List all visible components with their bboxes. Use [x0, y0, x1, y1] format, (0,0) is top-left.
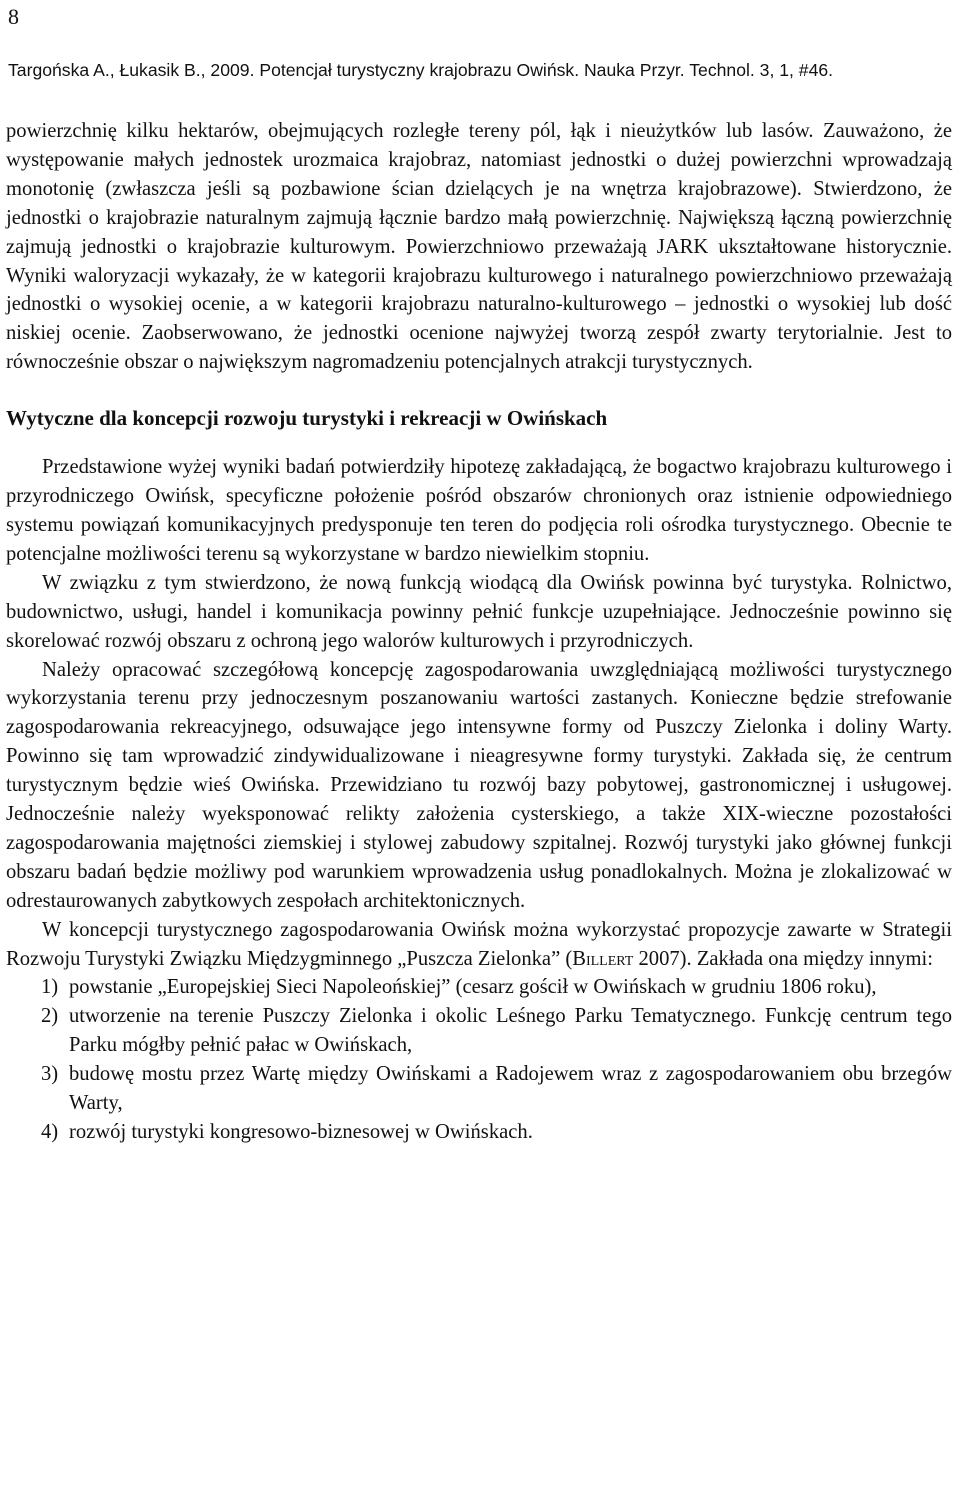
running-citation: Targońska A., Łukasik B., 2009. Potencjał turystyczny krajobrazu Owińsk. Nauka Przyr. Technol. 3, 1, #46.	[8, 60, 834, 80]
list-item-text: rozwój turystyki kongresowo-biznesowej w Owińskach.	[69, 1121, 533, 1143]
paragraph: W związku z tym stwierdzono, że nową funkcją wiodącą dla Owińsk powinna być turystyka. Rolnictwo, budownictwo, usługi, handel i komunikacja powinny pełnić funkcje uzupełniające. Jednocześnie powinno się skorelować rozwój obszaru z ochroną jego walorów kulturowych i przyrodniczych.	[6, 571, 952, 652]
page-number: 8	[8, 4, 19, 29]
article-body	[6, 117, 952, 1147]
paragraph-with-citation	[6, 916, 952, 974]
section-heading: Wytyczne dla koncepcji rozwoju turystyki i rekreacji w Owińskach	[6, 406, 608, 431]
paragraph-text: 2007). Zakłada ona między innymi:	[633, 947, 934, 970]
list-item	[6, 1118, 952, 1147]
paragraph: Należy opracować szczegółową koncepcję zagospodarowania uwzględniającą możliwości turystycznego wykorzystania terenu przy jednoczesnym poszanowaniu wartości zastanych. Konieczne będzie strefowanie zagospodarowania rekreacyjnego, odsuwające jego intensywne formy od Puszczy Zielonka i doliny Warty. Powinno się tam wprowadzić zindywidualizowane i nieagresywne formy turystyki. Zakłada się, że centrum turystycznym będzie wieś Owińska. Przewidziano tu rozwój bazy pobytowej, gastronomicznej i usługowej. Jednocześnie należy wyeksponować relikty założenia cysterskiego, a także XIX-wieczne pozostałości zagospodarowania majętności ziemskiej i stylowej zabudowy szpitalnej. Rozwój turystyki jako głównej funkcji obszaru badań będzie możliwy pod warunkiem wprowadzenia usług ponadlokalnych. Można je zlokalizować w odrestaurowanych zabytkowych zespołach architektonicznych.	[6, 658, 952, 912]
numbered-list	[6, 973, 952, 1146]
list-number: 3)	[41, 1063, 59, 1086]
citation-author: Billert	[572, 947, 634, 970]
list-item-text: utworzenie na terenie Puszczy Zielonka i okolic Leśnego Parku Tematycznego. Funkcję centrum tego Parku mógłby pełnić pałac w Owińskach,	[69, 1005, 952, 1057]
list-number: 4)	[41, 1121, 59, 1143]
paragraph: Przedstawione wyżej wyniki badań potwierdziły hipotezę zakładającą, że bogactwo krajobrazu kulturowego i przyrodniczego Owińsk, specyficzne położenie pośród obszarów chronionych oraz istnienie odpowiedniego systemu powiązań komunikacyjnych predysponuje ten teren do podjęcia roli ośrodka turystycznego. Obecnie te potencjalne możliwości terenu są wykorzystane w bardzo niewielkim stopniu.	[6, 456, 952, 565]
list-number: 2)	[41, 1005, 59, 1028]
list-item-text: powstanie „Europejskiej Sieci Napoleońskiej” (cesarz gościł w Owińskach w grudniu 1806 roku),	[69, 976, 877, 999]
list-item-text: budowę mostu przez Wartę między Owińskami a Radojewem wraz z zagospodarowaniem obu brzegów Warty,	[69, 1063, 952, 1115]
paragraph-text: W koncepcji turystycznego zagospodarowania Owińsk można wykorzystać propozycje zawarte w Strategii Rozwoju Turystyki Związku Międzygminnego „Puszcza Zielonka” (	[6, 918, 952, 970]
list-item	[6, 1002, 952, 1060]
list-number: 1)	[41, 976, 59, 999]
list-item	[6, 973, 952, 1002]
list-item	[6, 1060, 952, 1118]
continued-paragraph: powierzchnię kilku hektarów, obejmujących rozległe tereny pól, łąk i nieużytków lub lasów. Zauważono, że występowanie małych jednostek urozmaica krajobraz, natomiast jednostki o dużej powierzchni wprowadzają monotonię (zwłaszcza jeśli są pozbawione ścian dzielących je na wnętrza krajobrazowe). Stwierdzono, że jednostki o krajobrazie naturalnym zajmują łącznie bardzo małą powierzchnię. Największą łączną powierzchnię zajmują jednostki o krajobrazie kulturowym. Powierzchniowo przeważają JARK ukształtowane historycznie. Wyniki waloryzacji wykazały, że w kategorii krajobrazu kulturowego i naturalnego powierzchniowo przeważają jednostki o wysokiej ocenie, a w kategorii krajobrazu naturalno-kulturowego – jednostki o wysokiej lub dość niskiej ocenie. Zaobserwowano, że jednostki ocenione najwyżej tworzą zespół zwarty terytorialnie. Jest to równocześnie obszar o największym nagromadzeniu potencjalnych atrakcji turystycznych.	[6, 120, 952, 374]
